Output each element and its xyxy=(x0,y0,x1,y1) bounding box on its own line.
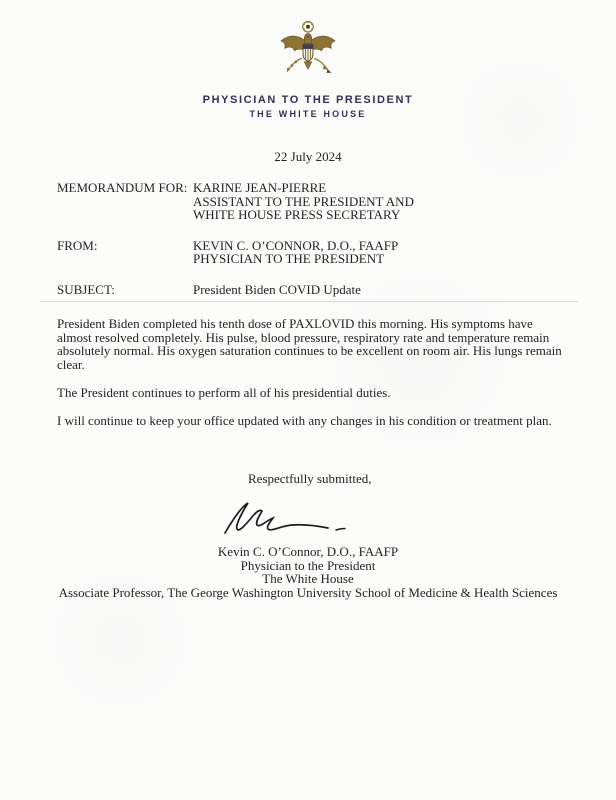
signer-organization: The White House xyxy=(262,571,354,587)
presidential-seal-icon xyxy=(277,20,339,89)
sender-title: PHYSICIAN TO THE PRESIDENT xyxy=(193,251,385,266)
memo-date: 22 July 2024 xyxy=(274,149,342,164)
memorandum-for-value xyxy=(193,181,414,222)
letterhead-organization: THE WHITE HOUSE xyxy=(249,109,367,119)
signature-icon xyxy=(222,498,357,545)
body-paragraph-2: The President continues to perform all of his presidential duties. xyxy=(57,384,391,400)
recipient-title-1: ASSISTANT TO THE PRESIDENT AND xyxy=(193,193,414,209)
header-divider xyxy=(40,301,578,302)
field-from xyxy=(57,239,567,266)
body-paragraph-3: I will continue to keep your office updated with any changes in his condition or treatment plan. xyxy=(57,412,552,428)
memo-body xyxy=(57,317,569,427)
from-value xyxy=(193,239,398,266)
memo-header-fields xyxy=(57,181,567,296)
subject-label: SUBJECT: xyxy=(57,281,115,297)
sender-name: KEVIN C. O’CONNOR, D.O., FAAFP xyxy=(193,237,399,253)
field-subject xyxy=(57,283,567,297)
signer-name: Kevin C. O’Connor, D.O., FAAFP xyxy=(217,544,399,559)
field-memorandum-for xyxy=(57,181,567,222)
recipient-title-2: WHITE HOUSE PRESS SECRETARY xyxy=(193,207,401,222)
signer-affiliation: Associate Professor, The George Washington University School of Medicine & Health Sciences xyxy=(58,584,558,600)
letterhead-office: PHYSICIAN TO THE PRESIDENT xyxy=(202,94,414,106)
from-label: FROM: xyxy=(57,237,98,253)
closing-salutation: Respectfully submitted, xyxy=(248,471,372,486)
body-paragraph-1: President Biden completed his tenth dose of PAXLOVID this morning. His symptoms have almost resolved completely. His pulse, blood pressure, respiratory rate and temperature remain absolutely normal. His oxygen saturation continues to be excellent on room air. His lungs remain clear. xyxy=(57,316,562,373)
signer-block xyxy=(0,545,616,599)
subject-text: President Biden COVID Update xyxy=(193,281,361,297)
recipient-name: KARINE JEAN-PIERRE xyxy=(193,180,327,195)
signer-title: Physician to the President xyxy=(240,557,376,573)
memorandum-for-label: MEMORANDUM FOR: xyxy=(57,180,188,195)
subject-value xyxy=(193,283,361,297)
letterhead xyxy=(0,20,616,119)
